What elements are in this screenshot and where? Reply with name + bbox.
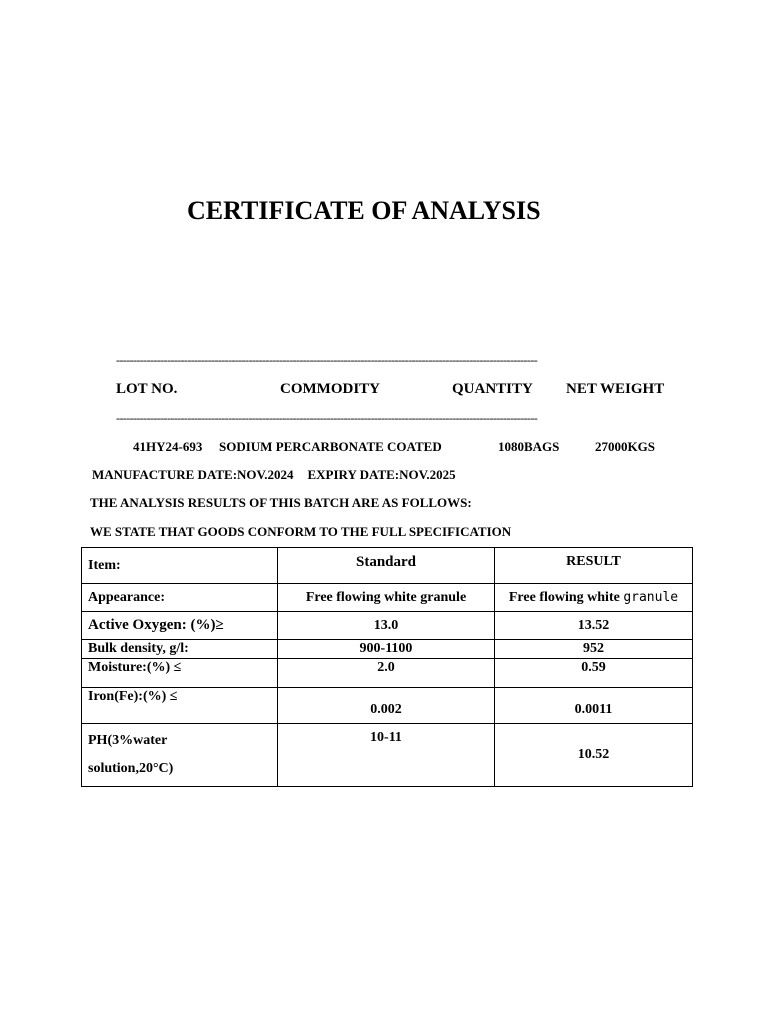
analysis-table — [81, 547, 693, 787]
table-row — [82, 612, 693, 640]
net-weight-value: 27000KGS — [595, 439, 655, 454]
header-standard: Standard — [278, 548, 495, 584]
manufacture-date: MANUFACTURE DATE:NOV.2024 — [92, 467, 294, 482]
table-row — [82, 688, 693, 724]
commodity-label: COMMODITY — [280, 381, 380, 397]
item-cell: Appearance: — [82, 584, 278, 612]
document-title: CERTIFICATE OF ANALYSIS — [187, 196, 541, 225]
table-header-row — [82, 548, 693, 584]
item-cell: Moisture:(%) ≤ — [82, 659, 278, 688]
separator-top: ---------------------------------------------------------------------------------------------------------------------------- — [116, 353, 538, 367]
result-text-mono: granule — [623, 589, 679, 605]
net-weight-label: NET WEIGHT — [566, 381, 665, 397]
result-cell — [495, 584, 693, 612]
result-cell: 0.0011 — [495, 688, 693, 724]
item-cell: Bulk density, g/l: — [82, 640, 278, 659]
lot-label: LOT NO. — [116, 381, 178, 397]
result-cell: 13.52 — [495, 612, 693, 640]
table-row — [82, 724, 693, 787]
item-line: PH(3%water — [88, 733, 168, 748]
header-result: RESULT — [495, 548, 693, 584]
result-cell: 952 — [495, 640, 693, 659]
result-text: Free flowing white — [508, 589, 624, 605]
standard-cell: 900-1100 — [278, 640, 495, 659]
quantity-label: QUANTITY — [452, 381, 533, 397]
result-cell: 0.59 — [495, 659, 693, 688]
standard-cell: 2.0 — [278, 659, 495, 688]
quantity-value: 1080BAGS — [498, 439, 560, 454]
dates-line — [92, 467, 456, 483]
expiry-date: EXPIRY DATE:NOV.2025 — [307, 467, 456, 482]
separator-bottom: ---------------------------------------------------------------------------------------------------------------------------- — [116, 411, 538, 425]
item-cell — [82, 724, 278, 787]
results-intro: THE ANALYSIS RESULTS OF THIS BATCH ARE AS FOLLOWS: — [90, 495, 472, 510]
standard-cell: 10-11 — [278, 724, 495, 787]
conformity-statement: WE STATE THAT GOODS CONFORM TO THE FULL SPECIFICATION — [90, 524, 512, 539]
item-line: solution,20°C) — [88, 761, 174, 776]
result-cell: 10.52 — [495, 724, 693, 787]
item-cell: Active Oxygen: (%)≥ — [82, 612, 278, 640]
table-row — [82, 584, 693, 612]
table-row — [82, 640, 693, 659]
lot-value: 41HY24-693 — [133, 439, 203, 454]
commodity-value: SODIUM PERCARBONATE COATED — [219, 439, 442, 454]
item-cell: Iron(Fe):(%) ≤ — [82, 688, 278, 724]
header-item: Item: — [82, 548, 278, 584]
standard-cell: 13.0 — [278, 612, 495, 640]
standard-cell: 0.002 — [278, 688, 495, 724]
standard-cell: Free flowing white granule — [278, 584, 495, 612]
table-row — [82, 659, 693, 688]
